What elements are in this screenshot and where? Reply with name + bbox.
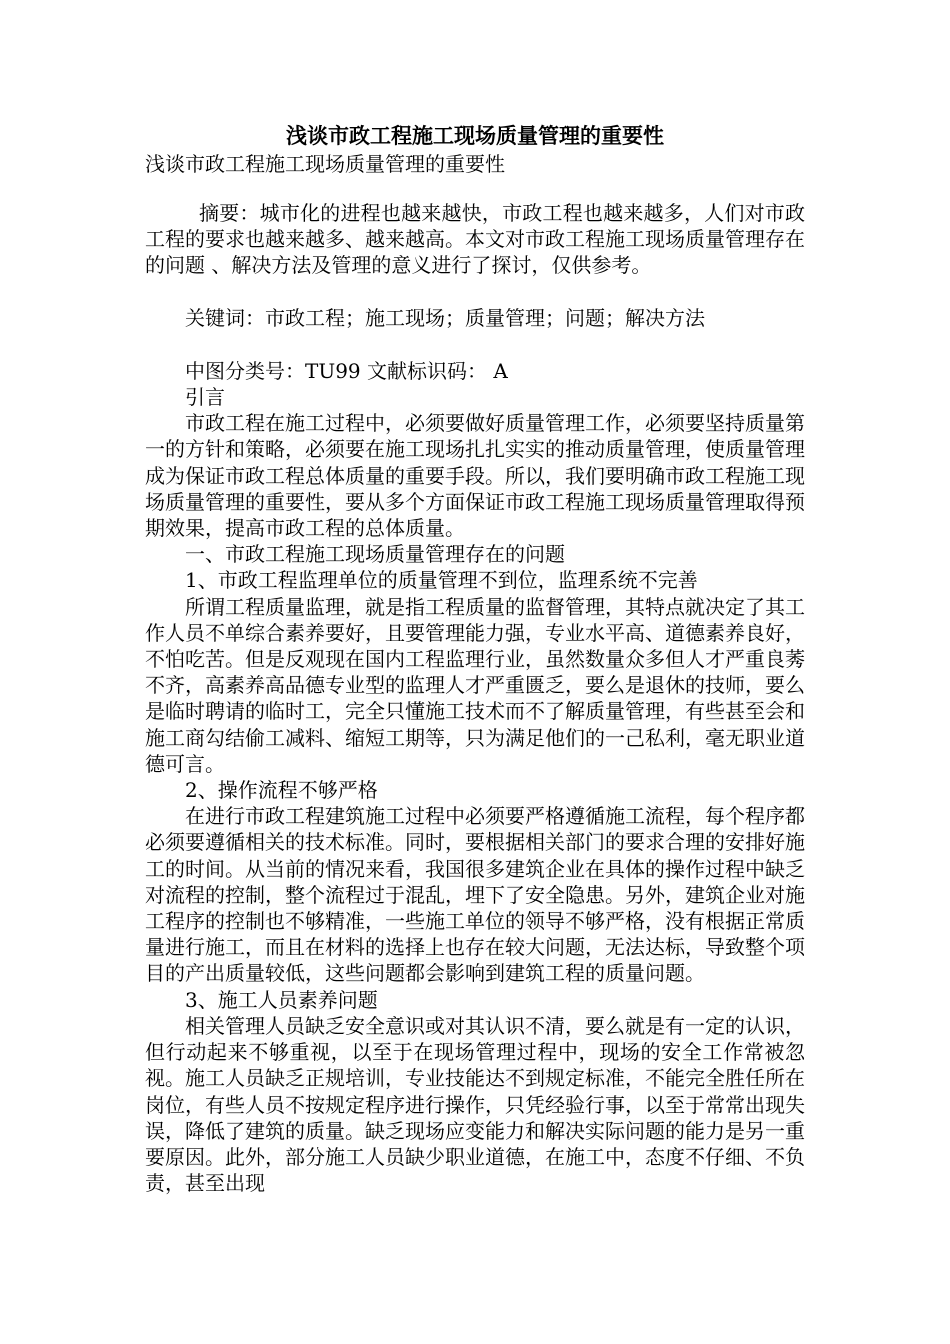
subsection1-paragraph: 所谓工程质量监理，就是指工程质量的监督管理，其特点就决定了其工作人员不单综合素养要好，且要管理能力强，专业水平高、道德素养良好，不怕吃苦。但是反观现在国内工程监理行业，虽然数量众多但人才严重良莠不齐，高素养高品德专业型的监理人才严重匮乏，要么是退休的技师，要么是临时聘请的临时工，完全只懂施工技术而不了解质量管理，有些甚至会和施工商勾结偷工减料、缩短工期等，只为满足他们的一己私利，毫无职业道德可言。 bbox=[145, 594, 805, 776]
document-subtitle: 浅谈市政工程施工现场质量管理的重要性 bbox=[145, 152, 505, 176]
document-title: 浅谈市政工程施工现场质量管理的重要性 bbox=[286, 123, 664, 148]
document-page bbox=[145, 122, 805, 1196]
subsection3-heading: 3、施工人员素养问题 bbox=[185, 987, 378, 1012]
subsection3-paragraph: 相关管理人员缺乏安全意识或对其认识不清，要么就是有一定的认识，但行动起来不够重视，以至于在现场管理过程中，现场的安全工作常被忽视。施工人员缺乏正规培训，专业技能达不到规定标准，不能完全胜任所在岗位，有些人员不按规定程序进行操作，只凭经验行事，以至于常常出现失误，降低了建筑的质量。缺乏现场应变能力和解决实际问题的能力是另一重要原因。此外，部分施工人员缺少职业道德，在施工中，态度不仔细、不负责，甚至出现 bbox=[145, 1013, 805, 1196]
section1-heading: 一、市政工程施工现场质量管理存在的问题 bbox=[185, 542, 565, 567]
subsection2-paragraph: 在进行市政工程建筑施工过程中必须要严格遵循施工流程，每个程序都必须要遵循相关的技术标准。同时，要根据相关部门的要求合理的安排好施工的时间。从当前的情况来看，我国很多建筑企业在具体的操作过程中缺乏对流程的控制，整个流程过于混乱，埋下了安全隐患。另外，建筑企业对施工程序的控制也不够精准，一些施工单位的领导不够严格，没有根据正常质量进行施工，而且在材料的选择上也存在较大问题，无法达标，导致整个项目的产出质量较低，这些问题都会影响到建筑工程的质量问题。 bbox=[145, 804, 805, 986]
keywords-line: 关键词：市政工程；施工现场；质量管理；问题；解决方法 bbox=[185, 305, 705, 330]
spacer bbox=[145, 178, 805, 200]
classification-line: 中图分类号：TU99 文献标识码： A bbox=[185, 358, 508, 383]
spacer bbox=[145, 331, 805, 358]
intro-paragraph: 市政工程在施工过程中，必须要做好质量管理工作，必须要坚持质量第一的方针和策略，必须要在施工现场扎扎实实的推动质量管理，使质量管理成为保证市政工程总体质量的重要手段。所以，我们要明确市政工程施工现场质量管理的重要性，要从多个方面保证市政工程施工现场质量管理取得预期效果，提高市政工程的总体质量。 bbox=[145, 411, 805, 541]
spacer bbox=[145, 279, 805, 305]
subsection1-heading: 1、市政工程监理单位的质量管理不到位，监理系统不完善 bbox=[185, 568, 698, 593]
subsection2-heading: 2、操作流程不够严格 bbox=[185, 778, 378, 803]
intro-heading: 引言 bbox=[185, 385, 225, 410]
abstract-paragraph: 摘要：城市化的进程也越来越快，市政工程也越来越多，人们对市政工程的要求也越来越多、越来越高。本文对市政工程施工现场质量管理存在的问题 、解决方法及管理的意义进行了探讨，仅供参考。 bbox=[145, 201, 805, 278]
